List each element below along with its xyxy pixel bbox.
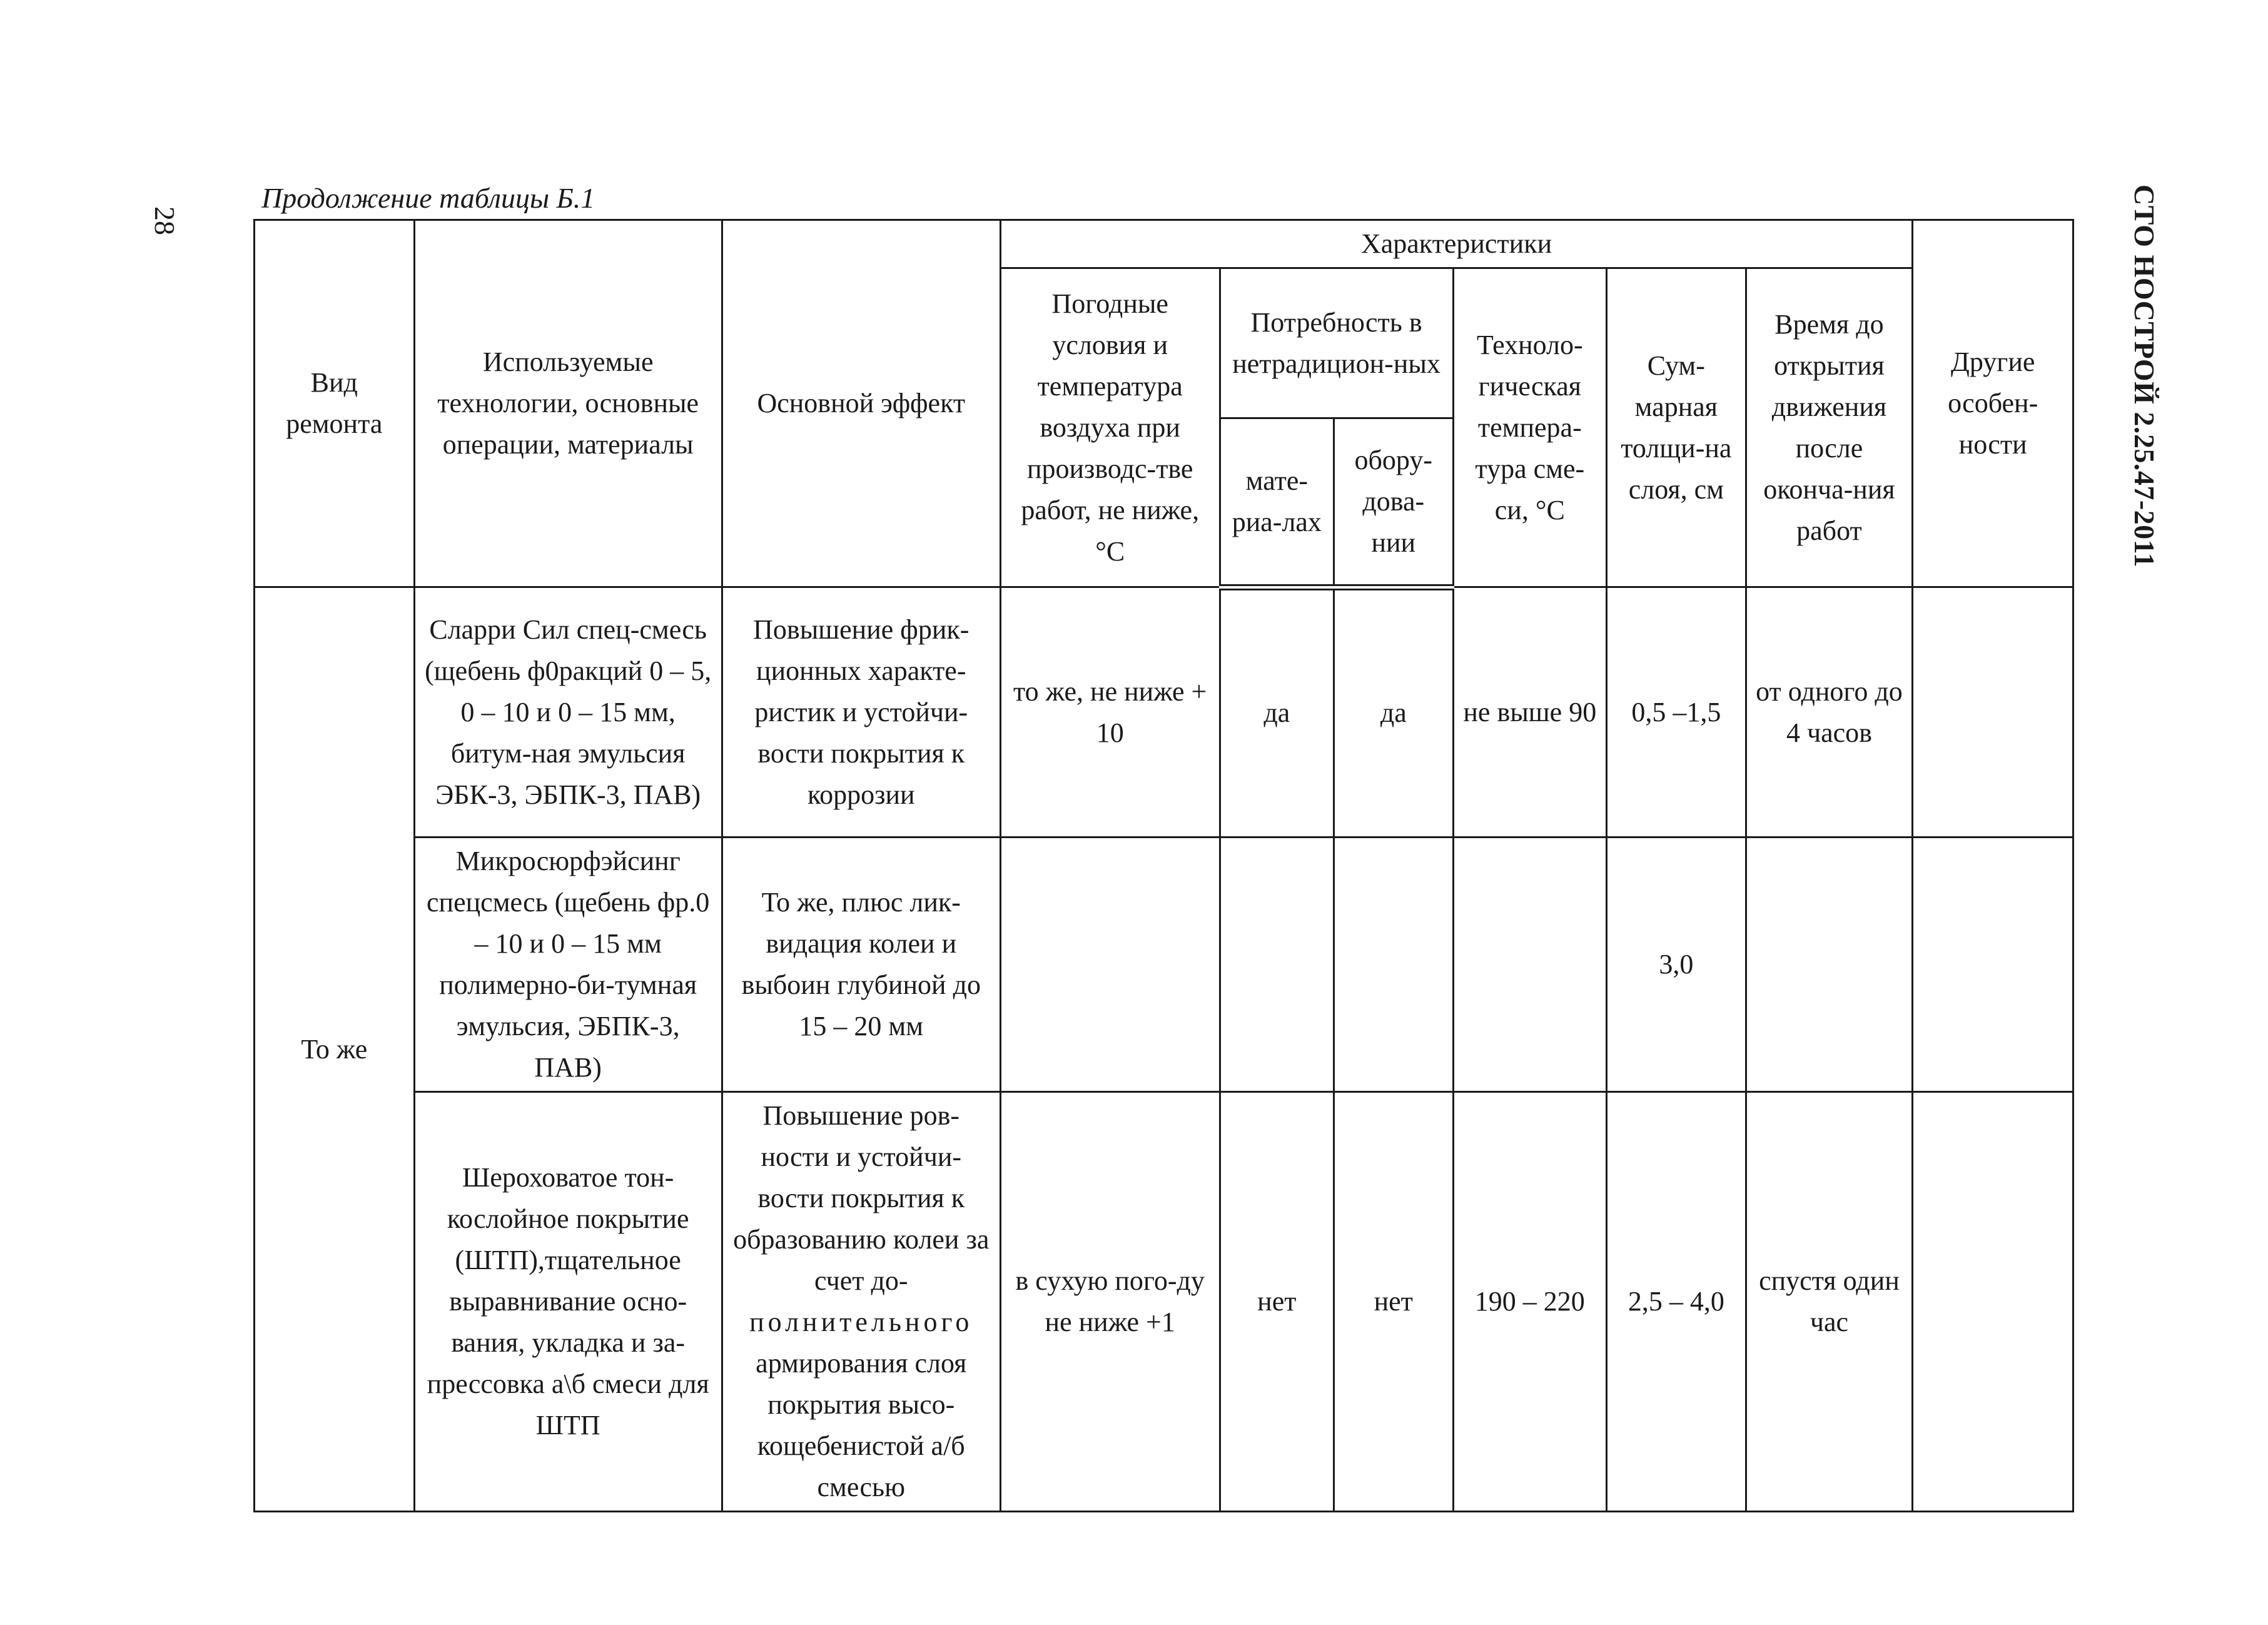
document-code: СТО НОСТРОЙ 2.25.47-2011: [2129, 185, 2160, 568]
other-cell: [1913, 838, 2073, 1092]
header-thickness: Сум-марная толщи-на слоя, см: [1607, 268, 1746, 587]
header-weather: Погодные условия и температура воздуха при производс-тве работ, не ниже, °С: [1000, 268, 1220, 587]
header-technologies: Используемые технологии, основные операции, материалы: [414, 220, 722, 587]
header-main-effect: Основной эффект: [722, 220, 1000, 587]
equipment-cell: да: [1334, 587, 1453, 838]
effect-text-part1: Повышение ров-ности и устойчи-вости покрытия к образованию колеи за счет до-: [733, 1100, 990, 1296]
traffic-time-cell: [1746, 838, 1913, 1092]
repair-type-cell: То же: [255, 587, 415, 1512]
technology-cell: Сларри Сил спец-смесь (щебень ф0ракций 0 – 5, 0 – 10 и 0 – 15 мм, битум-ная эмульсия ЭБК-3, ЭБПК-3, ПАВ): [414, 587, 722, 838]
header-nontraditional-need: Потребность в нетрадицион-ных: [1220, 268, 1453, 418]
table-row: [255, 838, 2073, 1092]
other-cell: [1913, 587, 2073, 838]
table-row: [255, 1092, 2073, 1512]
page-number: 28: [149, 206, 181, 235]
thickness-cell: 2,5 – 4,0: [1607, 1092, 1746, 1512]
weather-cell: в сухую пого-ду не ниже +1: [1000, 1092, 1220, 1512]
materials-cell: да: [1220, 587, 1334, 838]
tech-temp-cell: не выше 90: [1453, 587, 1607, 838]
table-row: [255, 587, 2073, 838]
equipment-cell: нет: [1334, 1092, 1453, 1512]
tech-temp-cell: 190 – 220: [1453, 1092, 1607, 1512]
tech-temp-cell: [1453, 838, 1607, 1092]
weather-cell: то же, не ниже + 10: [1000, 587, 1220, 838]
materials-cell: нет: [1220, 1092, 1334, 1512]
effect-text-part2: армирования слоя покрытия высо-кощебенистой а/б смесью: [756, 1348, 967, 1502]
header-materials: мате-риа-лах: [1220, 418, 1334, 587]
effect-cell: Повышение фрик-ционных характе-ристик и устойчи-вости покрытия к коррозии: [722, 587, 1000, 838]
header-characteristics: Характеристики: [1000, 220, 1913, 268]
thickness-cell: 3,0: [1607, 838, 1746, 1092]
thickness-cell: 0,5 –1,5: [1607, 587, 1746, 838]
effect-cell: [722, 1092, 1000, 1512]
header-traffic-time: Время до открытия движения после оконча-ния работ: [1746, 268, 1913, 587]
materials-cell: [1220, 838, 1334, 1092]
technology-cell: Шероховатое тон-кослойное покрытие (ШТП),тщательное выравнивание осно-вания, укладка и за-прессовка а\б смеси для ШТП: [414, 1092, 722, 1512]
weather-cell: [1000, 838, 1220, 1092]
header-repair-type: Вид ремонта: [255, 220, 415, 587]
table-caption: Продолжение таблицы Б.1: [261, 182, 595, 214]
header-other: Другие особен-ности: [1913, 220, 2073, 587]
data-table: [253, 219, 2074, 1512]
traffic-time-cell: спустя один час: [1746, 1092, 1913, 1512]
equipment-cell: [1334, 838, 1453, 1092]
effect-text-spaced: полнительного: [749, 1307, 973, 1337]
other-cell: [1913, 1092, 2073, 1512]
traffic-time-cell: от одного до 4 часов: [1746, 587, 1913, 838]
header-equipment: обору-дова-нии: [1334, 418, 1453, 587]
effect-cell: То же, плюс лик-видация колеи и выбоин глубиной до 15 – 20 мм: [722, 838, 1000, 1092]
technology-cell: Микросюрфэйсинг спецсмесь (щебень фр.0 – 10 и 0 – 15 мм полимерно-би-тумная эмульсия, ЭБПК-3, ПАВ): [414, 838, 722, 1092]
header-tech-temp: Техноло-гическая темпера-тура сме-си, °С: [1453, 268, 1607, 587]
